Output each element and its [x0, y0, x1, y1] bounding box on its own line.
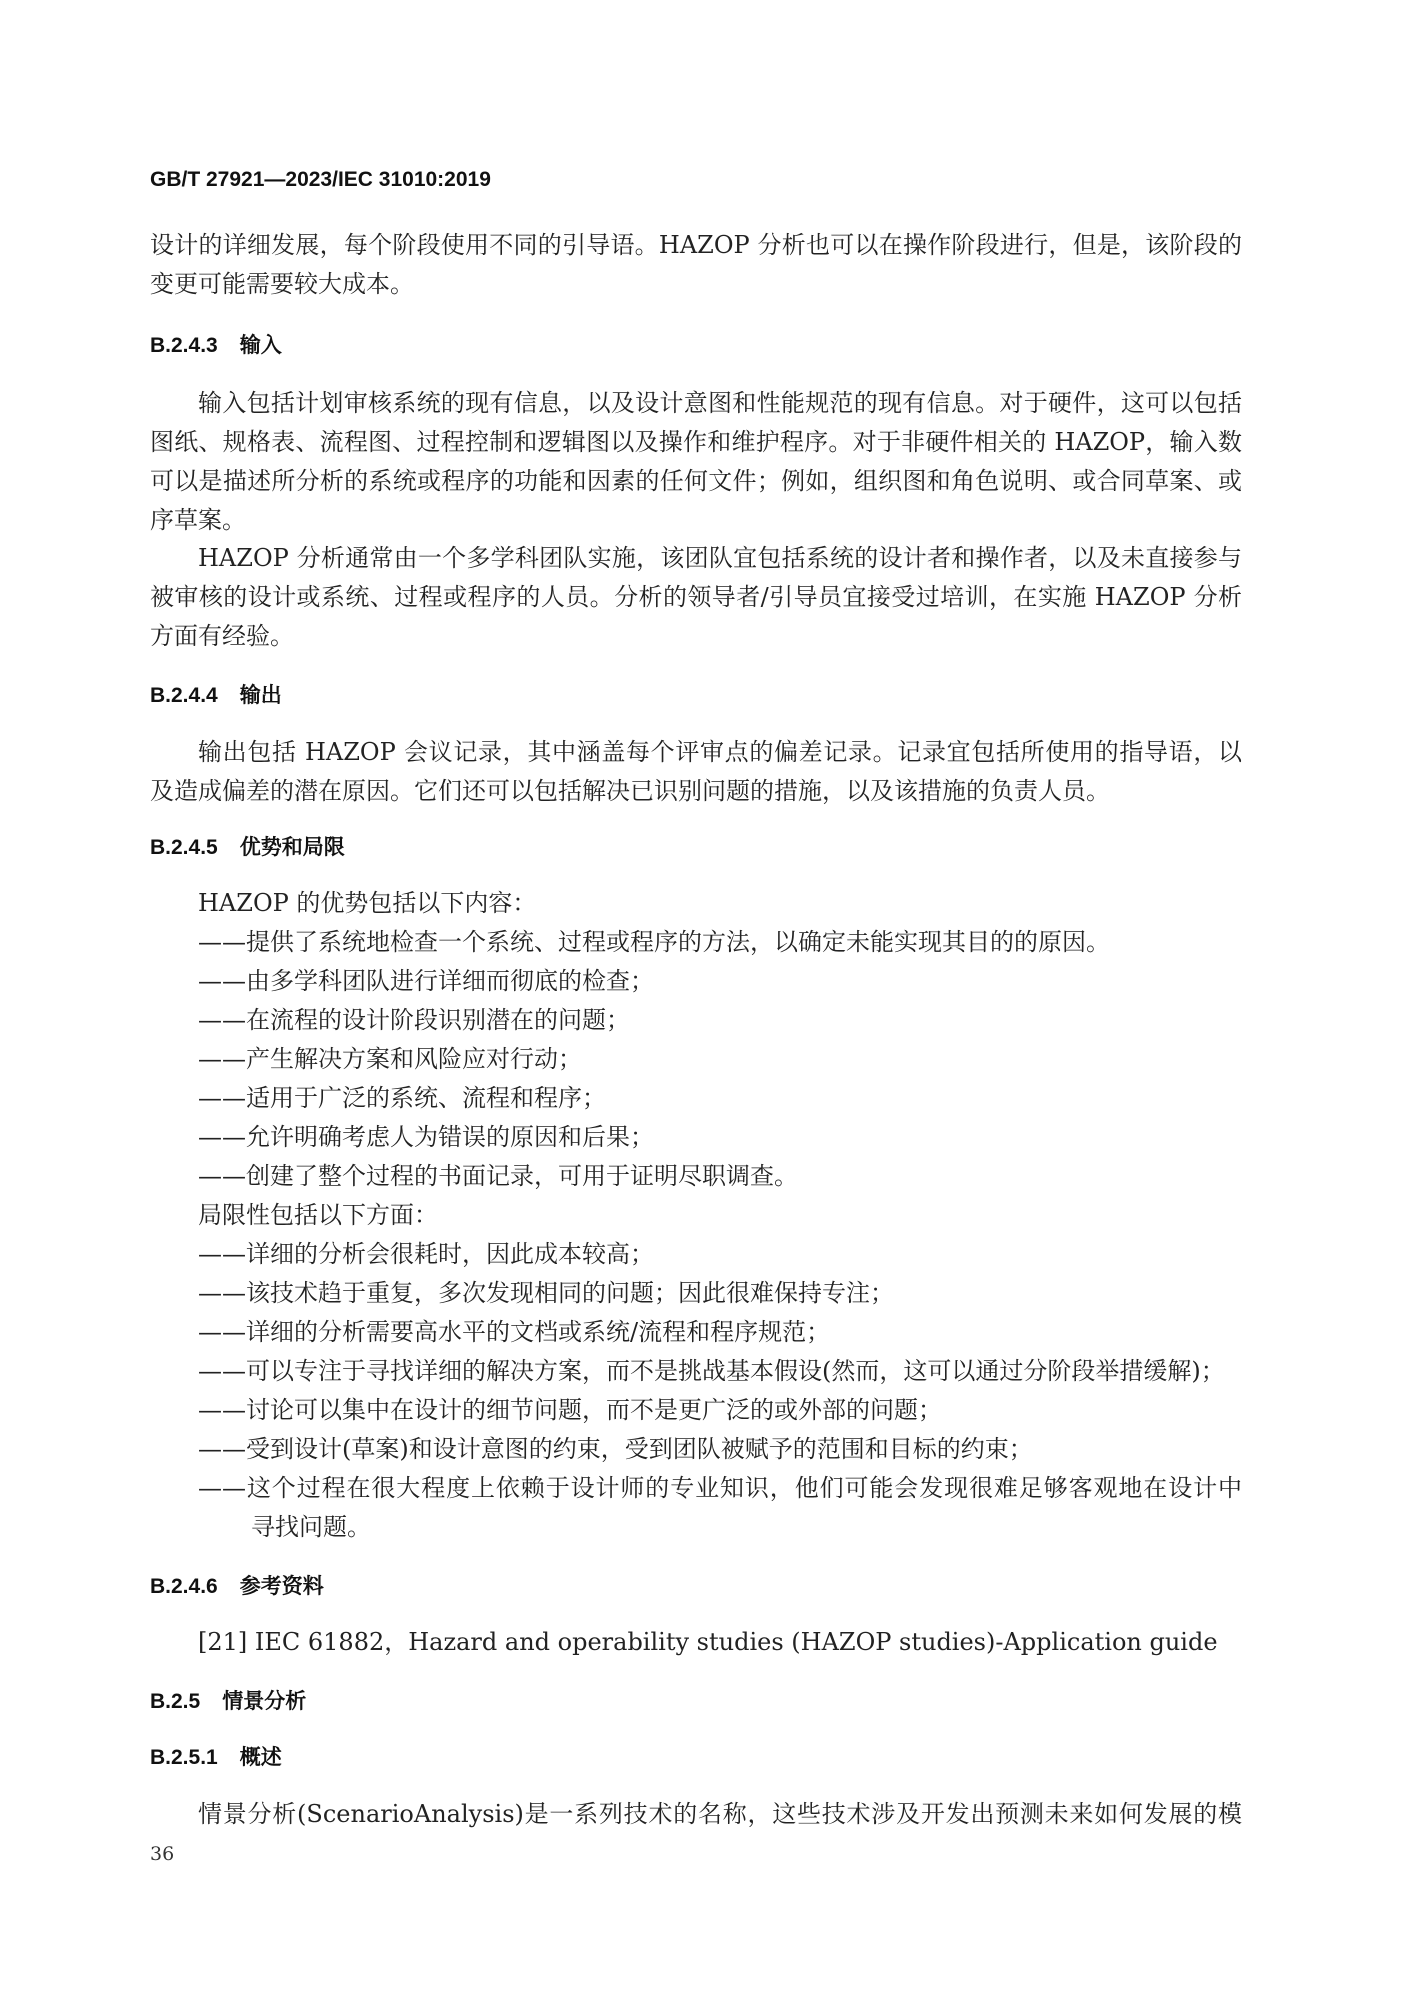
list-item: ——详细的分析需要高水平的文档或系统/流程和程序规范； [198, 1318, 831, 1346]
section-number: B.2.4.4 [150, 684, 218, 707]
list-item: ——提供了系统地检查一个系统、过程或程序的方法，以确定未能实现其目的的原因。 [198, 928, 1110, 956]
heading-b251 [150, 1743, 1242, 1773]
section-title: 参考资料 [239, 1575, 324, 1598]
text-line: 及造成偏差的潜在原因。它们还可以包括解决已识别问题的措施，以及该措施的负责人员。 [150, 777, 1110, 805]
text-line: 输出包括 HAZOP 会议记录，其中涵盖每个评审点的偏差记录。记录宜包括所使用的指导语，以 [198, 738, 1242, 766]
list-item: ——由多学科团队进行详细而彻底的检查； [198, 967, 654, 995]
paragraph-team [150, 539, 1242, 656]
heading-b25 [150, 1687, 1242, 1717]
paragraph-input [150, 384, 1242, 540]
heading-b246 [150, 1572, 1242, 1602]
heading-b245 [150, 833, 1242, 863]
list-item: ——可以专注于寻找详细的解决方案，而不是挑战基本假设(然而，这可以通过分阶段举措缓解)； [198, 1357, 1225, 1385]
section-title: 输入 [239, 334, 282, 357]
heading-b244 [150, 681, 1242, 711]
text-line: 序草案。 [150, 506, 246, 534]
text-line: 被审核的设计或系统、过程或程序的人员。分析的领导者/引导员宜接受过培训，在实施 HAZOP 分析 [150, 583, 1242, 611]
paragraph-output [150, 733, 1242, 811]
list-item: ——受到设计(草案)和设计意图的约束，受到团队被赋予的范围和目标的约束； [198, 1435, 1033, 1463]
list-intro: 局限性包括以下方面： [198, 1201, 438, 1229]
list-item: ——讨论可以集中在设计的细节问题，而不是更广泛的或外部的问题； [198, 1396, 942, 1424]
text-line: 方面有经验。 [150, 622, 294, 650]
section-number: B.2.4.5 [150, 836, 218, 859]
heading-b243 [150, 331, 1242, 361]
list-intro: HAZOP 的优势包括以下内容： [198, 889, 537, 917]
text-line: HAZOP 分析通常由一个多学科团队实施，该团队宜包括系统的设计者和操作者，以及未直接参与 [198, 544, 1242, 572]
page-number: 36 [150, 1843, 175, 1865]
text-line: [21] IEC 61882，Hazard and operability studies (HAZOP studies)-Application guide [198, 1628, 1218, 1656]
section-number: B.2.5 [150, 1690, 201, 1713]
document-id-header: GB/T 27921—2023/IEC 31010:2019 [150, 168, 491, 191]
list-item: ——创建了整个过程的书面记录，可用于证明尽职调查。 [198, 1162, 798, 1190]
section-number: B.2.4.6 [150, 1575, 218, 1598]
text-line: 情景分析(ScenarioAnalysis)是一系列技术的名称，这些技术涉及开发出预测未来如何发展的模 [198, 1800, 1242, 1828]
list-item: ——详细的分析会很耗时，因此成本较高； [198, 1240, 654, 1268]
paragraph-scenario [150, 1795, 1242, 1834]
list-item: 寻找问题。 [251, 1513, 371, 1541]
list-item: ——在流程的设计阶段识别潜在的问题； [198, 1006, 630, 1034]
section-title: 概述 [239, 1746, 282, 1769]
section-title: 输出 [239, 684, 282, 707]
strengths-limitations [150, 884, 1242, 1547]
section-number: B.2.5.1 [150, 1746, 218, 1769]
list-item: ——这个过程在很大程度上依赖于设计师的专业知识，他们可能会发现很难足够客观地在设计中 [198, 1474, 1242, 1502]
list-item: ——产生解决方案和风险应对行动； [198, 1045, 582, 1073]
section-number: B.2.4.3 [150, 334, 218, 357]
list-item: ——该技术趋于重复，多次发现相同的问题；因此很难保持专注； [198, 1279, 894, 1307]
text-line: 图纸、规格表、流程图、过程控制和逻辑图以及操作和维护程序。对于非硬件相关的 HAZOP，输入数 [150, 428, 1242, 456]
list-item: ——允许明确考虑人为错误的原因和后果； [198, 1123, 654, 1151]
reference-21 [150, 1623, 1242, 1662]
paragraph-hazop-stages [150, 226, 1242, 304]
list-item: ——适用于广泛的系统、流程和程序； [198, 1084, 606, 1112]
section-title: 情景分析 [222, 1690, 307, 1713]
text-line: 输入包括计划审核系统的现有信息，以及设计意图和性能规范的现有信息。对于硬件，这可以包括 [198, 389, 1242, 417]
text-line: 变更可能需要较大成本。 [150, 270, 414, 298]
text-line: 可以是描述所分析的系统或程序的功能和因素的任何文件；例如，组织图和角色说明、或合同草案、或 [150, 467, 1242, 495]
text-line: 设计的详细发展，每个阶段使用不同的引导语。HAZOP 分析也可以在操作阶段进行，但是，该阶段的 [150, 231, 1242, 259]
section-title: 优势和局限 [239, 836, 345, 859]
